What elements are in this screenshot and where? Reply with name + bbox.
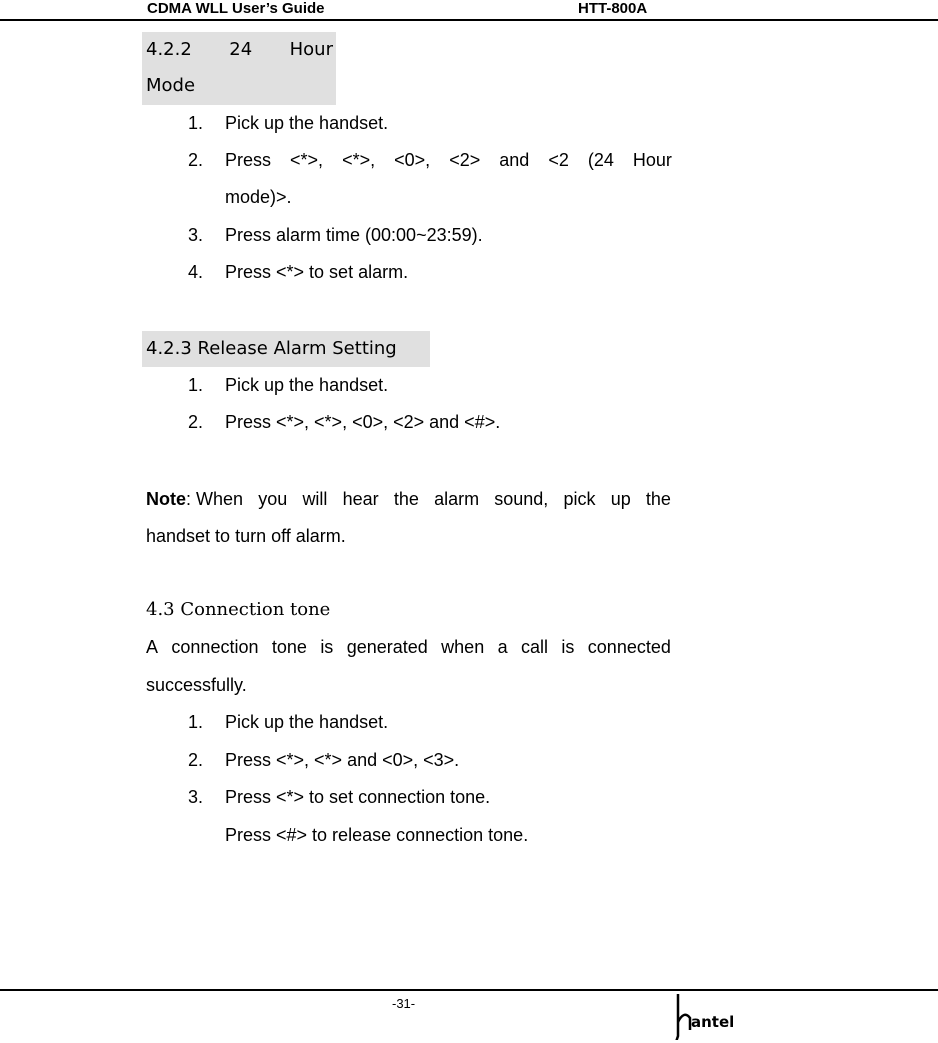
word: (24 xyxy=(587,150,614,170)
section-4-2-2-word: Mode xyxy=(146,75,196,96)
word: sound, xyxy=(494,489,549,509)
section-4-2-2-number: 4.2.2 xyxy=(146,39,192,60)
word: <*>, xyxy=(342,150,376,170)
list-number: 3. xyxy=(188,225,204,245)
list-number: 3. xyxy=(188,787,204,807)
list-text: Pick up the handset. xyxy=(225,712,389,732)
section-4-2-2-word: 24 xyxy=(229,39,253,60)
list-number: 4. xyxy=(188,262,204,282)
word: pick xyxy=(563,489,596,509)
word: Press xyxy=(225,150,272,170)
header-model: HTT-800A xyxy=(578,0,648,17)
intro-paragraph xyxy=(146,629,671,666)
section-4-2-2-heading xyxy=(142,32,336,105)
section-4-2-2-word: Hour xyxy=(289,39,333,60)
note-lead xyxy=(146,481,243,518)
list-number: 2. xyxy=(188,150,204,170)
logo-text: antel xyxy=(691,1013,735,1031)
list-number: 2. xyxy=(188,750,204,770)
word: call xyxy=(521,637,549,657)
list-text: Pick up the handset. xyxy=(225,113,389,133)
footer-divider xyxy=(0,989,938,991)
note-paragraph xyxy=(146,481,671,518)
list-number: 1. xyxy=(188,712,204,732)
list-text: Press alarm time (00:00~23:59). xyxy=(225,225,483,245)
list-number: 1. xyxy=(188,375,204,395)
word: A xyxy=(146,637,159,657)
header-title: CDMA WLL User’s Guide xyxy=(147,0,325,17)
word: <*>, xyxy=(290,150,324,170)
word: <2 xyxy=(548,150,569,170)
word: connection xyxy=(171,637,259,657)
list-text: Press <*>, <*> and <0>, <3>. xyxy=(225,750,460,770)
word: is xyxy=(561,637,575,657)
list-text: Press <*> to set alarm. xyxy=(225,262,409,282)
list-number: 1. xyxy=(188,113,204,133)
note-label: Note xyxy=(146,489,186,509)
list-text-continued: Press <#> to release connection tone. xyxy=(225,825,529,845)
section-4-3-heading: 4.3 Connection tone xyxy=(146,599,331,620)
word: <2> xyxy=(449,150,481,170)
word: you xyxy=(258,489,288,509)
word: will xyxy=(302,489,328,509)
word: a xyxy=(497,637,508,657)
word: tone xyxy=(271,637,307,657)
page-number: -31- xyxy=(392,996,416,1011)
note-continued: handset to turn off alarm. xyxy=(146,526,346,546)
word: the xyxy=(393,489,419,509)
word: Hour xyxy=(632,150,672,170)
word: hear xyxy=(342,489,379,509)
section-heading-text: 4.2.3 Release Alarm Setting xyxy=(146,338,397,359)
section-4-2-3-heading xyxy=(142,331,430,367)
word: is xyxy=(320,637,334,657)
word: the xyxy=(645,489,671,509)
intro-continued: successfully. xyxy=(146,675,247,695)
word: connected xyxy=(587,637,671,657)
list-text: Press <*> to set connection tone. xyxy=(225,787,491,807)
list-number: 2. xyxy=(188,412,204,432)
word: : When xyxy=(186,489,244,509)
hantel-logo xyxy=(672,992,744,1040)
word: alarm xyxy=(434,489,480,509)
list-text-justified xyxy=(225,142,672,179)
word: and xyxy=(499,150,530,170)
list-text: Pick up the handset. xyxy=(225,375,389,395)
word: <0>, xyxy=(394,150,431,170)
word: up xyxy=(610,489,631,509)
word: when xyxy=(441,637,485,657)
word: generated xyxy=(346,637,428,657)
list-text-continued: mode)>. xyxy=(225,187,292,207)
header-divider xyxy=(0,19,938,21)
list-text: Press <*>, <*>, <0>, <2> and <#>. xyxy=(225,412,501,432)
